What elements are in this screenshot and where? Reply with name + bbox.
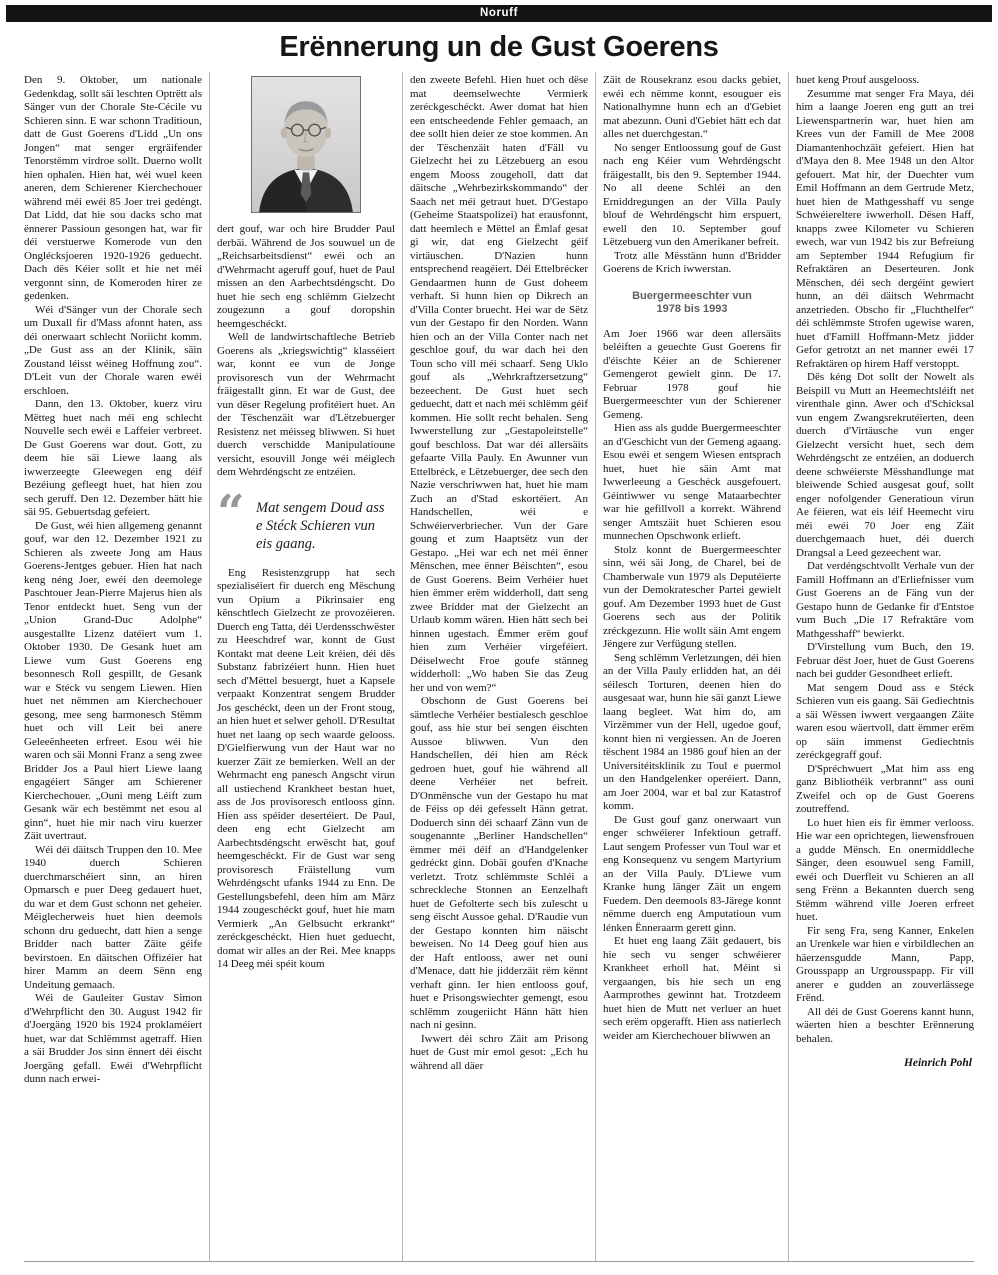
paragraph: Et huet eng laang Zäit gedauert, bis hie sech vu senger schwéierer Krankheet erholl hat. Méint si vergaangen, bis hie sech un eng Aarmprothes gewinnt hat. Trotzdeem huet hien de Mutt net verluer an huet sech erëm opgerafft. Hien ass natierlech weider am Kierchechouer bliwwen an	[603, 935, 781, 1042]
paragraph: Well de landwirtschaftleche Betrieb Goerens als „kriegswichtig“ klasséiert war, konnt ee vun de Jonge provisoresch vun der Wehrmacht fräigestallt ginn. Et war de Gust, dee vun dëser Regelung profitéiert huet. An der Tëschenzäit war d'Lëtzebuerger Resistenz net méisseg bliwwen. Si huet duerch verschidde Manipulatioune versicht, esouvill Jonge wéi méiglech dem Wehrdéngscht ze entzéien.	[217, 331, 395, 478]
paragraph: Iwwert déi schro Zäit am Prisong huet de Gust mir emol gesot: „Ech hu während all däer	[410, 1032, 588, 1072]
paragraph: No senger Entloossung gouf de Gust nach eng Kéier vum Wehrdéngscht fräigestallt, bis den 9. September 1944. No all deene Schléi an den Erniddregungen an der Villa Pauly blouf de Wehrdéngscht him erspuert, ewell den 10. September gouf Lëtzebuerg vun den Amerikaner befreit.	[603, 141, 781, 248]
text-column-5	[788, 72, 974, 1261]
article-columns	[24, 72, 974, 1262]
pull-quote-text: Mat sengem Doud ass e Stéck Schieren vun eis gaang.	[256, 499, 385, 552]
paragraph: Trotz alle Mësstänn hunn d'Bridder Goerens de Krich iwwerstan.	[603, 249, 781, 275]
text-column-1	[24, 72, 209, 1261]
paragraph: Dës kéng Dot sollt der Nowelt als Beispill vu Mutt an Heemechtsléift net virenthale ginn. Awer och d'Schicksal vun engem Zwangsrekrutéierten, deen duerch d'Virtäusche vun enger Gielzecht versicht huet, sech dem Wehrdéngscht ze entzéien, an doduerch deene schwéierste Mësshandlunge mat bleiwende Schied ausgesat gouf, sollt enger nofolgender Generatioun virun Ae féieren, wat eis léif Heemecht viru méi ewéi 70 Joer eng Zäit duerchgemaach huet, déi duerch Drangsal a Leed gezeechent war.	[796, 371, 974, 559]
paragraph: Mat sengem Doud ass e Stéck Schieren vun eis gaang. Säi Gediechtnis a säi Wëssen iwwert vergaangen Zäite waren esou wäertvoll, datt ëmmer erëm op säin immenst Gediechtnis zeréckgegraff gouf.	[796, 681, 974, 761]
paragraph: D'Spréchwuert „Mat him ass eng ganz Bibliothéik verbrannt“ ass ouni Zweifel och op de Gust Goerens zoutreffend.	[796, 762, 974, 815]
text-column-4	[595, 72, 788, 1261]
portrait-photo	[251, 76, 361, 213]
paragraph-continuation: Zäit de Rousekranz esou dacks gebiet, ewéi ech nëmme konnt, esouguer eis Nationalhymne hunn ech an d'Gebiet mat abezunn. Ouni d'Gebiet hätt ech dat alles net duerchgestan.“	[603, 74, 781, 140]
paragraph: De Gust, wéi hien allgemeng genannt gouf, war den 12. Dezember 1921 zu Schieren als zweete Jong am Haus Goerens-Jentges gebuer. Hien hat nach keng néng Joer, ewéi den deemolege Paschtouer Jean-Pierre Majerus hien als Tenor entdeckt huet. Seng vun der „Union Grand-Duc Adolphe“ ausgestallte Lizenz datéiert vum 1. Oktober 1930. De Gesank huet am Liewe vum Gust Goerens eng besonnesch Roll gespillt, de Gesank war e Stéck vu sengem Liewen. Hien huet net nëmmen am Kierchechouer gesong, mee seng harmonesch Stëmm huet och vill Leit bei anere Geleeënheeten erfreet. Esou wéi hie waren och säi Monni Franz a seng zwee Bridder Jos a Paul hiert Liewe laang engagéiert Sänger am Schierener Kierchechouer. „Ouni meng Léift zum Gesank wär ech bestëmmt net esou al ginn“, huet hie mir nach viru kuerzer Zäit uvertraut.	[24, 519, 202, 842]
article	[6, 31, 992, 1262]
paragraph: Eng Resistenzgrupp hat sech spezialiséiert fir duerch eng Mëschung vun Opium a Pikrinsaier eng kënschtlech Gielzecht ze provozéieren. Duerch eng Tatta, déi Uerdensschwëster zu Heeschdref war, konnt de Gust Kontakt mat deene Leit kréien, déi dës Substanz fabrizéiert hunn. Hien huet sech d'Mëttel besuergt, huet a Kapsele verpaakt Konzentrat sengem Brudder Jos geschéckt, deen un der Front stoug, an hien huet et selwer geholl. D'Resultat huet net laang op sech waarde gelooss. D'Gielfierwung vun der Haut war no kuerzer Zäit ze bemierken. Well an der Wehrmacht eng panesch Angscht virun all ustiechend Krankheet bestan huet, ass de Jos provisoresch entlooss ginn. Hien ass spéider desertéiert. De Paul, deen eng echt Gielzecht am Aarbechtsdéngscht erwëscht hat, gouf heemgeschéckt. Fir de Gust war seng provisoresch Fräistellung vum Wehrdéngscht ufanks 1944 zu Enn. De Gestellungsbefehl, deen him am März 1944 zougeschéckt gouf, huet hie mam Vermierk „An Gelbsucht erkrankt“ zeréckgeschéckt. Hien huet geduecht, domat wir alles an der Rei. Mee knapps 14 Deeg méi spéit koum	[217, 566, 395, 970]
paragraph: Wéi d'Sänger vun der Chorale sech um Duxall fir d'Mass afonnt haten, ass déi onerwaart schlecht Noriicht komm. „De Gust ass an der Klinik, säin Zoustand léisst wéineg Hoffnung zou“. D'Leit vun der Chorale waren ewéi erschloen.	[24, 303, 202, 397]
paragraph: Wéi de Gauleiter Gustav Simon d'Wehrpflicht den 30. August 1942 fir d'Joergäng 1920 bis 1924 proklaméiert huet, war dat Schlëmmst agetraff. Hien a säi Brudder Jos sinn ënnert déi éischt Joergäng gefall. Ewéi d'Wehrpflicht dunn nach erwei-	[24, 992, 202, 1085]
text-column-3	[402, 72, 595, 1261]
paragraph: Lo huet hien eis fir ëmmer verlooss. Hie war een oprichtegen, liewensfrouen a gudde Mënsch. En onermiddleche Sänger, deen esouwuel seng Famill, ewéi och Duerfleit vu Schieren an all seng Frënn a Bekannten duerch seng Stëmm während ville Joeren erfreet huet.	[796, 816, 974, 923]
paragraph-continuation: huet keng Prouf ausgelooss.	[796, 74, 920, 86]
paragraph: All déi de Gust Goerens kannt hunn, wäerten hien a beschter Erënnerung behalen.	[796, 1005, 974, 1045]
paragraph: Wéi déi däitsch Truppen den 10. Mee 1940 duerch Schieren duerchmarschéiert sinn, an hiren Opmarsch e puer Deeg gedauert huet, du war et dem Gust schonn net geheier. Méiglecherweis huet hien deemols schonn dru geduecht, datt hien a senge Bridder nach batter Zäite géife bevirstoen. En däitschen Offizéier hat hirer Mamm an deem Sënn eng Undeitung gemaach.	[24, 843, 202, 991]
paragraph: Stolz konnt de Buergermeeschter sinn, wéi säi Jong, de Charel, bei de Chamberwale vun 1979 als Deputéierte vun der Demokratescher Partei gewielt gouf. Am Dezember 1993 huet de Gust Goerens sech aus der Politik zréckgezunn. Hie wollt säin Amt engem Jëngere zur Verfügung stellen.	[603, 543, 781, 650]
quote-mark-icon: “	[217, 484, 245, 541]
paragraph: Seng schlëmm Verletzungen, déi hien an der Villa Pauly erlidden hat, an déi séilesch Torturen, deenen hien do ausgesaat war, hunn hie säi ganzt Liewe laang begleet. Wat him do, am Virzëmmer vun der Hell, ugedoe gouf, konnt hien ni vergiessen. An de Joeren tëschent 1984 an 1986 gouf hien an der Universitéitsklinik zu Toul e puermol un den Handgelenker operéiert. Dann, am Joer 2004, war et bal zur Katastrof komm.	[603, 651, 781, 812]
section-label: Noruff	[479, 7, 519, 19]
paragraph: Dann, den 13. Oktober, kuerz viru Mëtteg huet nach méi eng schlecht Nouvelle sech ewéi e Laffeier verbreet. De Gust Goerens war dout. Gott, zu deem hie säi Liewe laang als iwwerzeegte Gleewegen eng déif Bezéiung gefleegt huet, hat hien zou sech geruff. Den 12. Dezember hätt hie säi 95. Gebuertsdag gefeiert.	[24, 398, 202, 518]
paragraph: Obschonn de Gust Goerens bei sämtleche Verhéier bestialesch geschloe gouf, ass hie stur bei sengen éischten Aussoe bliwwen. Vun den Handschellen, déi hien am Réck gedroen huet, gouf hie während all deene Verhéier net befreit. D'Onmënsche vun der Gestapo hu mat de Féiss op déi gefesselt Hänn getrat. Doduerch sinn déi schaarf Zänn vun de sougenannte „Berliner Handschellen“ ëmmer méi déif an d'Handgelenker gedréckt ginn. Dobäi goufen d'Knache verletzt. Trotz schlëmmste Schléi a schreckleche Stonnen an Eenzelhaft huet de Gefolterte sech bis zulescht u seng éischt Aussoe gehal. D'Raudie vun der Gestapo konnten him näischt beweisen. No 14 Deeg gouf hien aus der Haft entlooss, awer net ouni d'Menace, datt hie jidderzäit rëm kënnt verhaft ginn. Ier hien entlooss gouf, huet e Prisongswiechter gemengt, esou schlëmm zougeriicht Hänn hätt hien nach ni gesinn.	[410, 695, 588, 1031]
paragraph: De Gust gouf ganz onerwaart vun enger schwéierer Infektioun getraff. Laut sengem Professer vun Toul war et eng Konsequenz vu sengem Martyrium an der Villa Pauly. D'Liewe vum Kranke hung länger Zäit un engem Fuedem. Den deemools 83-Järege konnt nëmme duerch eng Amputatioun vum lénken Ënneraarm gerett ginn.	[603, 813, 781, 934]
paragraph: Hien ass als gudde Buergermeeschter an d'Geschicht vun der Gemeng agaang. Esou ewéi et sengem Wiesen entsprach huet, huet hie säin Amt mat Iwwerleeung a Geschéck ausgefouert. Géintiwwer vu senge Mataarbechter war hie gefillvoll a korrekt. Während senger Amtszäit huet Schieren esou munnechen Opschwonk erlieft.	[603, 422, 781, 542]
paragraph: Den 9. Oktober, um nationale Gedenkdag, sollt säi leschten Optrëtt als Sänger vun der Chorale Ste-Cécile vu Schieren sinn. E war schonn Traditioun, datt de Gust Goerens d'Lidd „Un ons Jongen“ mat senger ergräifender Tenorstëmm virdroe sollt. Duerno wollt hien ophalen. Hien hat, wéi wuel keen aneren, dem Schierener Kierchechouer während méi ewéi 85 Joer trei gedéngt. Dat Lidd, dat hie sou dacks scho mat ënnerer Passioun gesongen hat, war fir déi verstuerwe Komerode vun den Onglécksjoeren 1920-1926 geduecht. Dach dës Kéier sollt et hie net méi vergonnt sinn, de Komeroden hirer ze gedenken.	[24, 74, 202, 302]
subheading: Buergermeeschter vun 1978 bis 1993	[632, 289, 752, 315]
paragraph: Dat verdéngschtvollt Verhale vun der Famill Hoffmann an d'Erliefnisser vum Gust Goerens an de Fäng vun der Gestapo hunn de Gedanke fir d'Entstoe vum Buch „Die 17 Refraktäre vom Mathgesshaff“ bewierkt.	[796, 560, 974, 640]
article-title: Erënnerung un de Gust Goerens	[279, 31, 719, 63]
paragraph-continuation: dert gouf, war och hire Brudder Paul derbäi. Während de Jos souwuel un de „Reichsarbeitsdienst“ ewéi och an d'Wehrmacht ageruff gouf, huet de Paul missen an den Aarbechtsdéngscht. Do huet hie sech eng schlëmm Gielzecht zougezunn a gouf doropshin heemgeschéckt.	[217, 223, 395, 330]
paragraph: Zesumme mat senger Fra Maya, déi him a laange Joeren eng gutt an trei Liewenspartnerin war, huet hien am Krees vun der Famill de Mee 2008 Diamantenhochzäit gefeiert. Hien hat d'Maya den 8. Mee 1948 un den Altor gefouert. Mat hir, der Duechter vum Emil Hoffmann an dem Gertrude Metz, huet hien de Mathgesshaff vu senge Schwéiereltere iwwerholl. Dësen Haff, knapps zwee Kilometer vu Schieren ewech, war vun 1942 bis zur Befreiung am September 1944 Refugium fir Refraktären an Deserteuren. Jonk Mënschen, déi sech dergéint gewiert hunn, an déi däitsch Wehrmacht anzetrieden. Obscho fir „Fluchthelfer“ déi schlëmmste Strofen ugewise waren, huet d'Famill Hoffmann-Metz jidder Gefor getrotzt an net manner ewéi 17 Refraktären op hirem Haff verstoppt.	[796, 87, 974, 370]
pull-quote	[217, 484, 393, 553]
author-byline: Heinrich Pohl	[903, 1057, 972, 1069]
portrait-photo-graphic	[252, 77, 360, 212]
section-header-bar	[6, 5, 992, 22]
paragraph: D'Virstellung vum Buch, den 19. Februar dëst Joer, huet de Gust Goerens nach bei gudder Gesondheet erlieft.	[796, 641, 974, 680]
paragraph: Am Joer 1966 war deen allersäits beléiften a geuechte Gust Goerens fir d'éischte Kéier an de Schierener Gemengerot gewielt ginn. De 17. Februar 1978 gouf hie Buergermeeschter vun der Schierener Gemeng.	[603, 327, 781, 421]
text-column-2	[209, 72, 402, 1261]
paragraph-continuation: den zweete Befehl. Hien huet och dëse mat deemselwechte Vermierk zeréckgeschéckt. Awer domat hat hien een entscheedende Fehler gemaach, an dee sollt hien deier ze stoe kommen. An der Tëschenzäit haten d'Fäll vu Gielzecht hei zu Lëtzebuerg an esou engem Mooss zougeholl, datt dat däitsche „Wehrbezirkskommando“ der Saach net méi getraut huet. D'Gestapo (Geheime Staatspolizei) hat erausfonnt, datt heemlech e Mëttel an Ëmlaf gesat gi wir, dat eng Gielzecht géif virtäuschen. D'Nazien hunn entsprechend reagéiert. Déi Ettelbrécker Gendaarmen hunn de Gust doheem verhaft. Si hunn hien op Dikrech an d'Villa Conter bruecht. Hei war de Sëtz vun der Gestapo fir den Norden. Wann hien och an der Villa Conter nach net geschloe gouf, du war dach hei den Toun scho vill méi schaarf. Seng Uklo gouf als „Wehrkraftzersetzung“ bezeechent. De Gust huet sech geduecht, datt et nach méi schlëmm géif kommen. Hie sollt recht behalen. Seng Iwwerstellung zur „Gestapoleitstelle“ gouf beschloss. Dat war déi allersäits gefaarte Villa Pauly. En Awunner vun Ettelbréck, e Lëtzebuerger, dee sech den Nazie verschriwwen hat, huet hie mam Zuch an d'Stad eskortéiert. An Handschellen, wéi e Schwéierverbriecher. Vun der Gare goung et zum Haaptsëtz vun der Gestapo. „Hei war ech net méi ënner Mënschen, mee ënner Béischten“, esou de Gust Goerens. Beim Verhéier huet hien ëmmer erëm widderholl, datt seng zwee Bridder mat der Gielzecht an Urlaub komm wären. Hien hätt sech bei hinnen ugestach. Ëmmer erëm gouf hien zum Verhéier virgeféiert. Déiselwecht Froe goufe stänneg widderholl: „Wo haben Sie das Zeug her und von wem?“	[410, 74, 588, 694]
paragraph: Fir seng Fra, seng Kanner, Enkelen an Urenkele war hien e virbildlechen an häerzensgudde Mann, Papp, Grousspapp an Urgrousspapp. Fir vill anerer e gudden an zouverlässege Frënd.	[796, 924, 974, 1004]
